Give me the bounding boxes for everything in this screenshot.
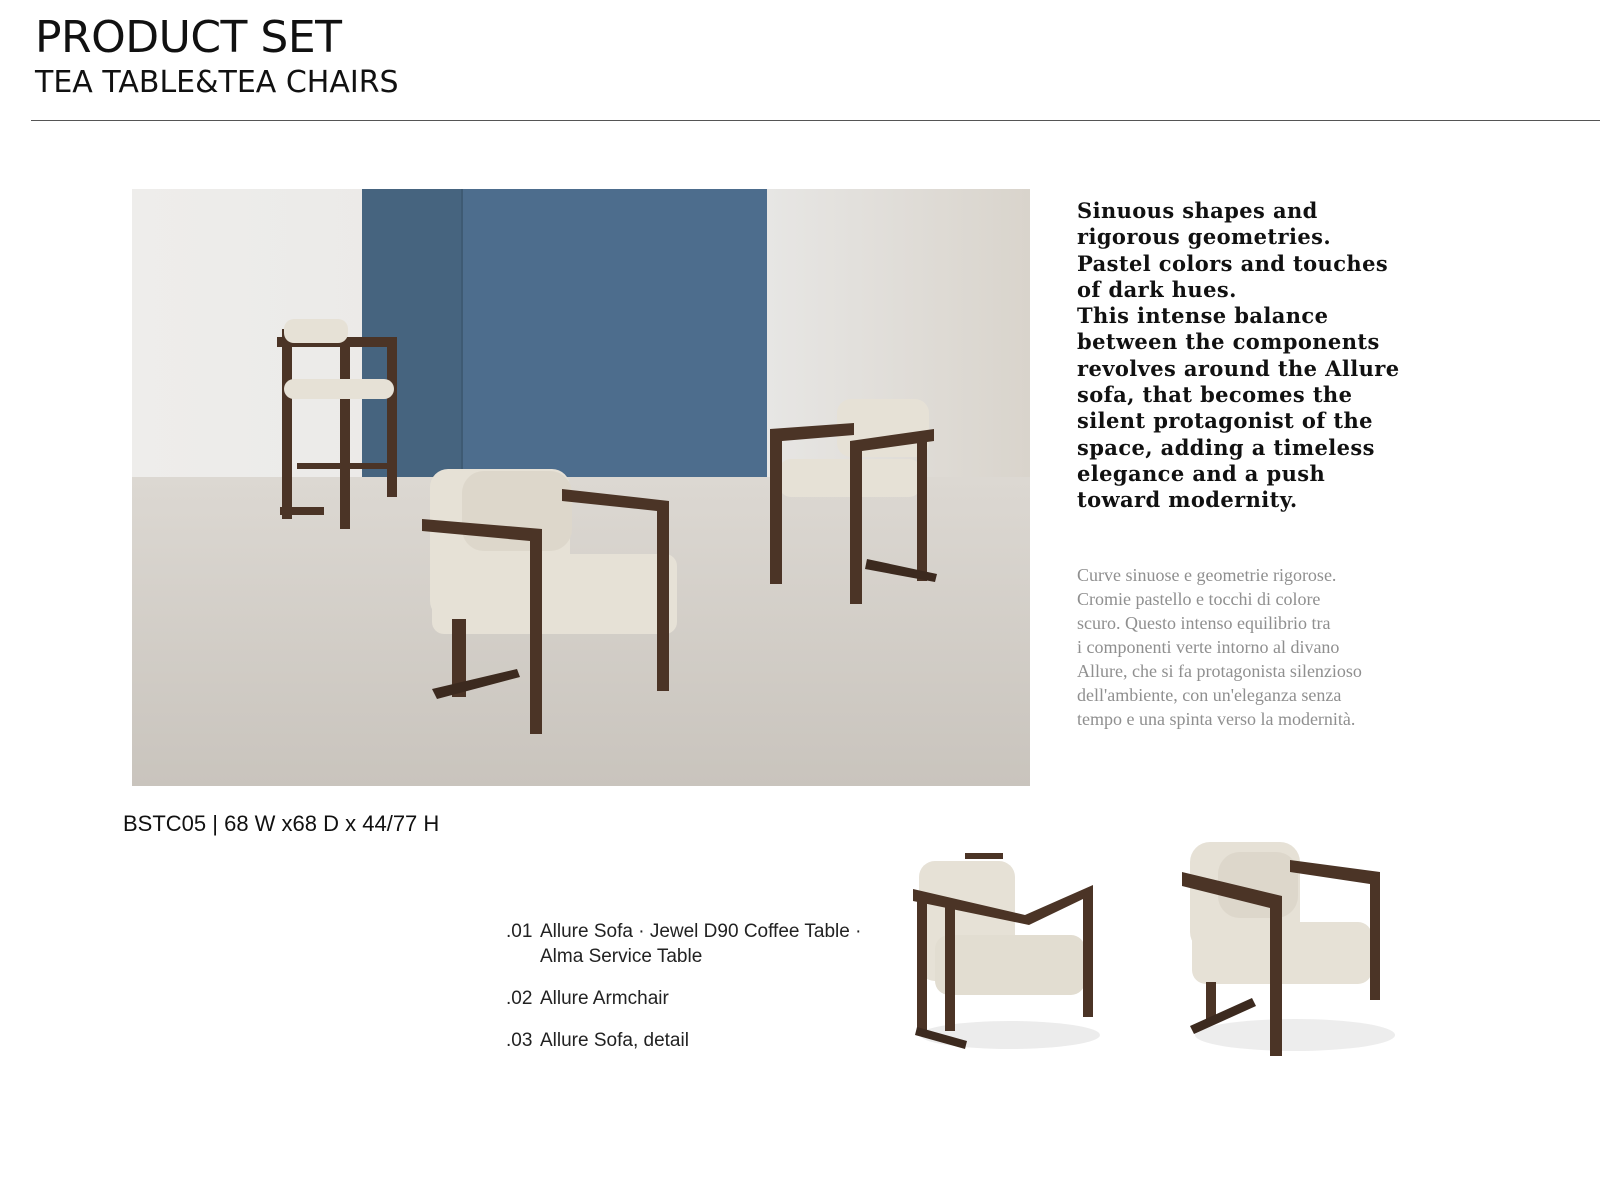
list-item-number: .02 [506, 988, 533, 1009]
product-list [506, 919, 861, 1070]
header-divider [31, 120, 1600, 121]
armchair-front-view-photo [1180, 830, 1410, 1070]
list-item-number: .01 [506, 921, 533, 942]
italian-description: Curve sinuose e geometrie rigorose. Cromie pastello e tocchi di colore scuro. Questo intenso equilibrio tra i componenti verte intorno al divano Allure, che si fa protagonista silenzioso dell'ambiente, con un'eleganza senza tempo e una spinta verso la modernità. [1077, 565, 1362, 729]
main-product-photo [132, 189, 1030, 786]
list-item [506, 1028, 861, 1053]
list-item-text: Allure Armchair [540, 988, 669, 1009]
list-item-number: .03 [506, 1030, 533, 1051]
product-dimensions-caption: BSTC05 | 68 W x68 D x 44/77 H [123, 811, 440, 836]
list-item-text: Allure Sofa · Jewel D90 Coffee Table · Alma Service Table [540, 921, 862, 967]
page-subtitle: TEA TABLE&TEA CHAIRS [35, 65, 399, 100]
list-item [506, 986, 861, 1011]
list-item [506, 919, 861, 969]
page-title: PRODUCT SET [35, 12, 342, 63]
list-item-text: Allure Sofa, detail [540, 1030, 689, 1051]
english-description: Sinuous shapes and rigorous geometries. Pastel colors and touches of dark hues. This intense balance between the components revolves around the Allure sofa, that becomes the silent protagonist of the space, adding a timeless elegance and a push toward modernity. [1077, 198, 1400, 513]
armchair-side-view-photo [905, 845, 1115, 1065]
